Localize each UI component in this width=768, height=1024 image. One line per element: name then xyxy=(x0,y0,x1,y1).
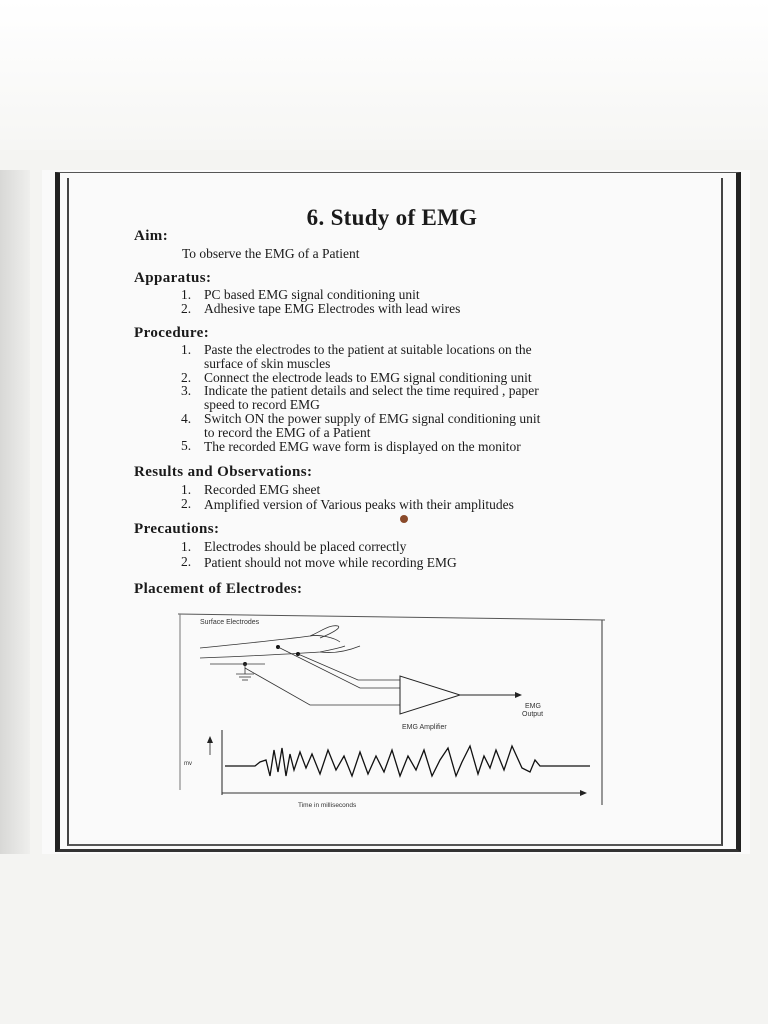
procedure-item-2: Connect the electrode leads to EMG signal conditioning unit xyxy=(204,370,532,385)
placement-heading: Placement of Electrodes: xyxy=(134,581,303,597)
apparatus-num-1: 1. xyxy=(181,287,192,302)
procedure-item-4-line-1: Switch ON the power supply of EMG signal conditioning unit xyxy=(204,411,541,426)
procedure-num-3: 3. xyxy=(181,383,192,398)
precautions-item-1: Electrodes should be placed correctly xyxy=(204,539,407,554)
procedure-num-5: 5. xyxy=(181,438,192,453)
time-axis-label: Time in milliseconds xyxy=(298,802,357,809)
precautions-heading: Precautions: xyxy=(134,521,220,537)
apparatus-num-2: 2. xyxy=(181,301,192,316)
hand-sketch-icon xyxy=(200,626,360,658)
output-label-1: EMG xyxy=(525,703,541,710)
results-item-2: Amplified version of Various peaks with their amplitudes xyxy=(204,497,514,512)
procedure-num-4: 4. xyxy=(181,411,192,426)
amplifier-icon xyxy=(400,676,460,714)
results-num-2: 2. xyxy=(181,496,192,511)
aim-text: To observe the EMG of a Patient xyxy=(182,246,360,261)
procedure-item-3-line-2: speed to record EMG xyxy=(204,397,320,412)
precautions-item-2: Patient should not move while recording EMG xyxy=(204,555,457,570)
precautions-num-2: 2. xyxy=(181,554,192,569)
surface-electrodes-label: Surface Electrodes xyxy=(200,619,260,626)
results-heading: Results and Observations: xyxy=(134,464,313,480)
amplifier-label: EMG Amplifier xyxy=(402,724,447,731)
axis-unit-label: mv xyxy=(184,761,192,767)
x-axis-arrow-icon xyxy=(580,790,587,796)
precautions-num-1: 1. xyxy=(181,539,192,554)
output-label-2: Output xyxy=(522,711,544,718)
apparatus-heading: Apparatus: xyxy=(134,270,212,286)
procedure-item-1-line-1: Paste the electrodes to the patient at suitable locations on the xyxy=(204,342,532,357)
apparatus-item-2: Adhesive tape EMG Electrodes with lead wires xyxy=(204,301,461,316)
lead-wires xyxy=(245,647,400,705)
procedure-item-5: The recorded EMG wave form is displayed on the monitor xyxy=(204,439,521,454)
procedure-heading: Procedure: xyxy=(134,325,210,341)
procedure-item-1-line-2: surface of skin muscles xyxy=(204,356,331,371)
mv-arrow-icon xyxy=(207,736,213,743)
output-arrow-icon xyxy=(515,692,522,698)
apparatus-item-1: PC based EMG signal conditioning unit xyxy=(204,287,420,302)
procedure-item-4-line-2: to record the EMG of a Patient xyxy=(204,425,371,440)
aim-heading: Aim: xyxy=(134,228,169,244)
procedure-item-3-line-1: Indicate the patient details and select the time required , paper xyxy=(204,383,539,398)
page-edge-shadow xyxy=(0,170,30,854)
scan-background xyxy=(0,0,768,150)
results-num-1: 1. xyxy=(181,482,192,497)
ground-symbol-icon xyxy=(210,664,265,680)
procedure-num-2: 2. xyxy=(181,370,192,385)
ink-stain xyxy=(400,515,408,523)
results-item-1: Recorded EMG sheet xyxy=(204,482,321,497)
emg-waveform xyxy=(225,746,590,776)
page-title: 6. Study of EMG xyxy=(306,205,478,230)
procedure-num-1: 1. xyxy=(181,342,192,357)
emg-diagram xyxy=(170,610,610,820)
